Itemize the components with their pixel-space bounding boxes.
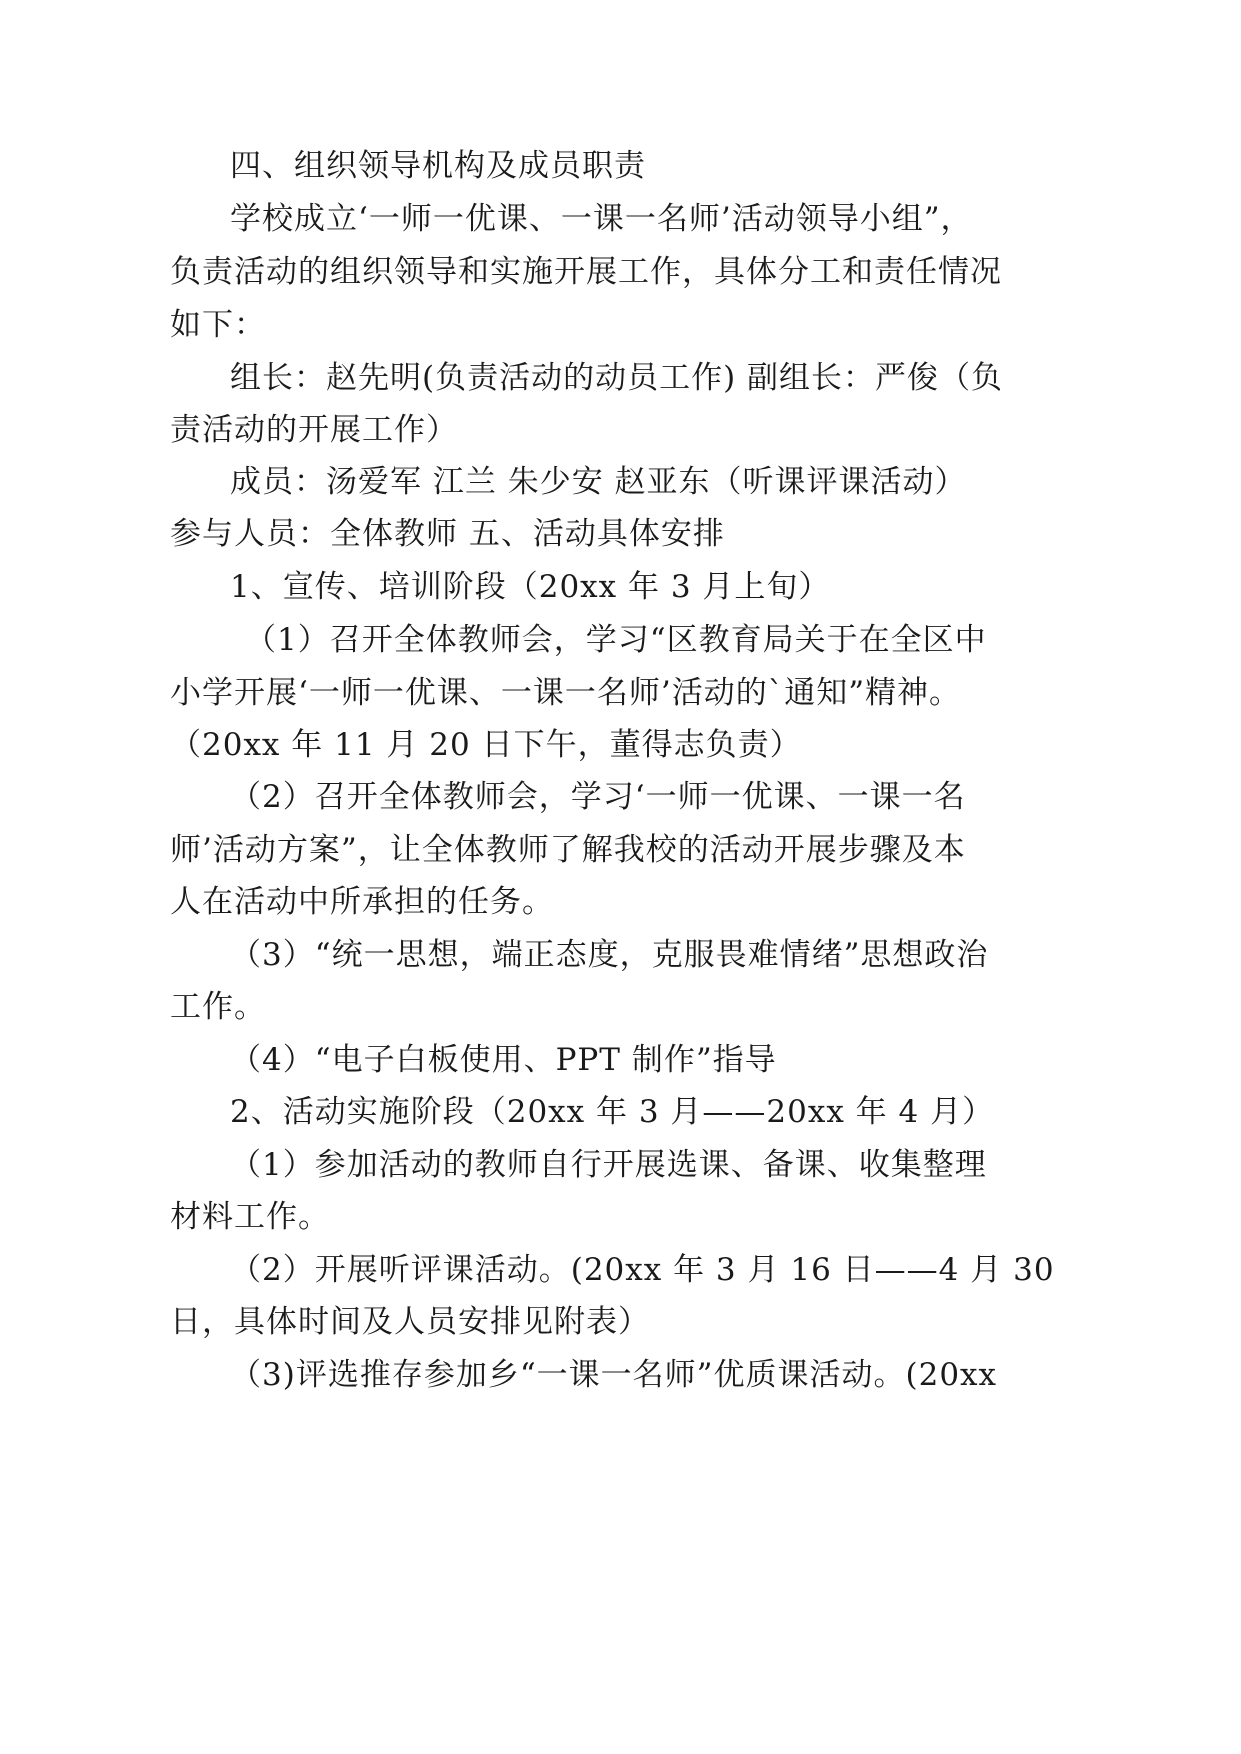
paragraph-line: 工作。	[170, 989, 266, 1025]
paragraph-line: （2）开展听评课活动。(20xx 年 3 月 16 日——4 月 30	[230, 1252, 1055, 1288]
paragraph-line: （1）参加活动的教师自行开展选课、备课、收集整理	[230, 1147, 987, 1183]
section-heading: 四、组织领导机构及成员职责	[230, 148, 646, 184]
paragraph-line: 日，具体时间及人员安排见附表）	[170, 1304, 650, 1340]
paragraph-line: 成员：汤爱军 江兰 朱少安 赵亚东（听课评课活动）	[230, 464, 967, 500]
paragraph-line: 组长：赵先明(负责活动的动员工作) 副组长：严俊（负	[230, 360, 1004, 396]
paragraph-line: 1、宣传、培训阶段（20xx 年 3 月上旬）	[230, 569, 831, 605]
paragraph-line: 2、活动实施阶段（20xx 年 3 月——20xx 年 4 月）	[230, 1094, 995, 1130]
paragraph-line: 师’活动方案”，让全体教师了解我校的活动开展步骤及本	[170, 832, 966, 868]
paragraph-line: 参与人员：全体教师 五、活动具体安排	[170, 516, 725, 552]
paragraph-line: （1）召开全体教师会，学习“区教育局关于在全区中	[245, 622, 987, 658]
paragraph-line: 如下：	[170, 307, 266, 343]
paragraph-line: （4）“电子白板使用、PPT 制作”指导	[230, 1042, 777, 1078]
paragraph-line: 人在活动中所承担的任务。	[170, 884, 554, 920]
paragraph-line: （3)评选推存参加乡“一课一名师”优质课活动。(20xx	[230, 1357, 998, 1393]
paragraph-line: 责活动的开展工作）	[170, 412, 458, 448]
paragraph-line: 小学开展‘一师一优课、一课一名师’活动的`通知”精神。	[170, 675, 962, 711]
paragraph-line: （2）召开全体教师会，学习‘一师一优课、一课一名	[230, 779, 966, 815]
paragraph-line: 材料工作。	[170, 1199, 330, 1235]
paragraph-line: 学校成立‘一师一优课、一课一名师’活动领导小组”，	[230, 201, 973, 237]
paragraph-line: （20xx 年 11 月 20 日下午，董得志负责）	[170, 727, 802, 763]
paragraph-line: 负责活动的组织领导和实施开展工作，具体分工和责任情况	[170, 254, 1002, 290]
paragraph-line: （3）“统一思想，端正态度，克服畏难情绪”思想政治	[230, 937, 989, 973]
